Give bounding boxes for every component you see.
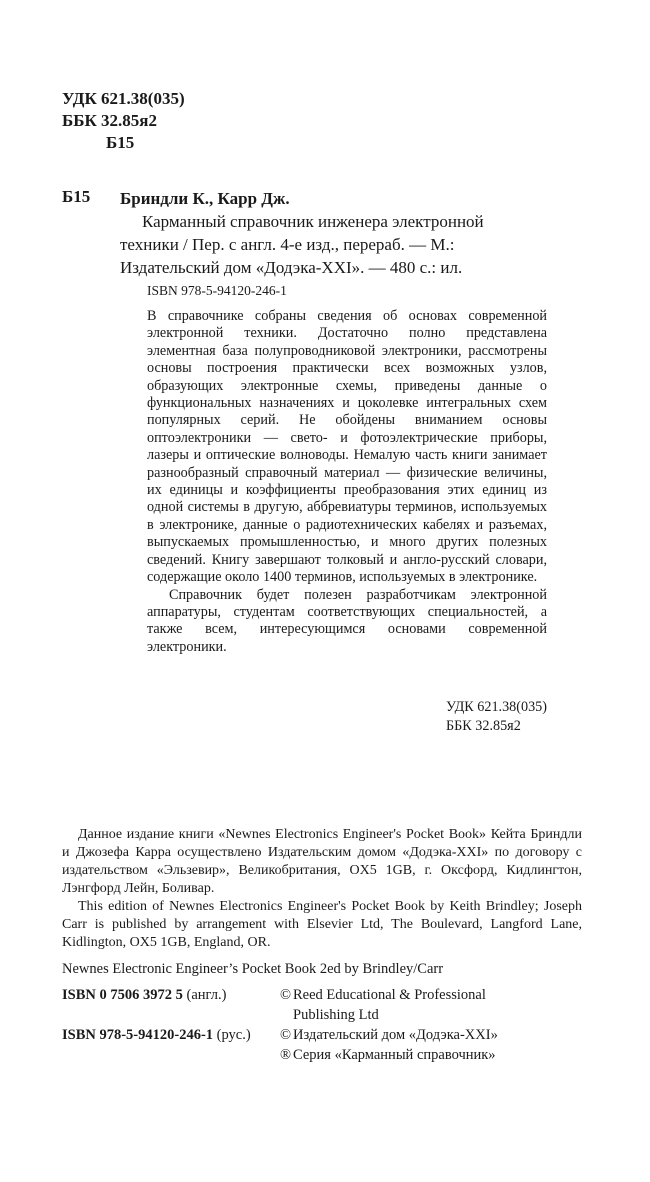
isbn-ru-cell (62, 1025, 251, 1045)
rights-notice-en: This edition of Newnes Electronics Engineer's Pocket Book by Keith Brindley; Joseph Carr is published by arrangement with Elsevier Ltd, The Boulevard, Langford Lane, Kidlington, OX5 1GB, England, OR. (62, 899, 582, 950)
series-name: Серия «Карманный справочник» (293, 1047, 496, 1063)
copyright-en-line2-cell (280, 1005, 379, 1025)
rights-notice (62, 826, 582, 952)
udk-code: УДК 621.38(035) (62, 89, 185, 108)
series-cell (280, 1045, 496, 1065)
udk-code-bottom: УДК 621.38(035) (445, 699, 547, 715)
catalog-body (120, 187, 540, 279)
annotation-paragraph-2: Справочник будет полезен разработчикам электронной аппаратуры, студентам соответствующих специальностей, а также всем, интересующимся основами современной электроники. (147, 586, 547, 655)
annotation-paragraph-1: В справочнике собраны сведения об основах современной электронной техники. Достаточно полно представлена элементная база полупроводниковой электроники, рассмотрены основы построения практически всех возможных узлов, образующих электронные схемы, приведены данные о функциональных назначениях и цоколевке интегральных схем популярных серий. Не обойдены вниманием основы оптоэлектроники — свето- и фотоэлектрические приборы, лазеры и оптические волноводы. Немалую часть книги занимает разнообразный справочный материал — физические величины, их единицы и коэффициенты преобразования этих единиц из одной системы в другую, аббревиатуры терминов, используемых в электронике, данные о радиотехнических кабелях и разъемах, выпускаемых промышленностью, и много других полезных сведений. Книгу завершают толковый и англо-русский словари, содержащие около 1400 терминов, используемых в электронике. (147, 308, 547, 586)
annotation (147, 308, 547, 656)
bottom-classification (446, 698, 547, 736)
copyright-en-cell (280, 985, 486, 1005)
isbn-ru: ISBN 978-5-94120-246-1 (62, 1027, 214, 1043)
author-mark: Б15 (106, 133, 135, 152)
rights-notice-ru: Данное издание книги «Newnes Electronics Engineer's Pocket Book» Кейта Бриндли и Джозефа Карра осуществлено Издательским домом «Додэка-XXI» по договору с издательством «Эльзевир», Великобритания, OX5 1GB, г. Оксфорд, Кидлингтон, Лэнгфорд Лейн, Боливар. (62, 827, 582, 896)
top-classification (62, 88, 185, 154)
original-title: Newnes Electronic Engineer’s Pocket Book 2ed by Brindley/Carr (62, 961, 444, 977)
bbk-code-bottom: ББК 32.85я2 (445, 718, 521, 734)
copyright-en-symbol: © (280, 987, 292, 1003)
isbn-en-lang: (англ.) (182, 987, 227, 1003)
bbk-code: ББК 32.85я2 (62, 111, 158, 130)
isbn-en-cell (62, 985, 226, 1005)
catalog-author-mark: Б15 (62, 187, 91, 206)
catalog-isbn: ISBN 978-5-94120-246-1 (147, 283, 287, 298)
isbn-ru-lang: (рус.) (213, 1027, 251, 1043)
catalog-description: Карманный справочник инженера электронной техники / Пер. с англ. 4-е изд., перераб. — М.: Издательский дом «Додэка-XXI». — 480 с.: ил. (120, 212, 484, 277)
copyright-ru-symbol: © (280, 1027, 292, 1043)
copyright-ru: Издательский дом «Додэка-XXI» (293, 1027, 498, 1043)
catalog-authors: Бриндли К., Карр Дж. (120, 189, 290, 208)
isbn-en: ISBN 0 7506 3972 5 (62, 987, 183, 1003)
series-symbol: ® (280, 1047, 292, 1063)
copyright-en-line1: Reed Educational & Professional (293, 987, 486, 1003)
copyright-en-line2: Publishing Ltd (293, 1007, 379, 1023)
copyright-ru-cell (280, 1025, 498, 1045)
